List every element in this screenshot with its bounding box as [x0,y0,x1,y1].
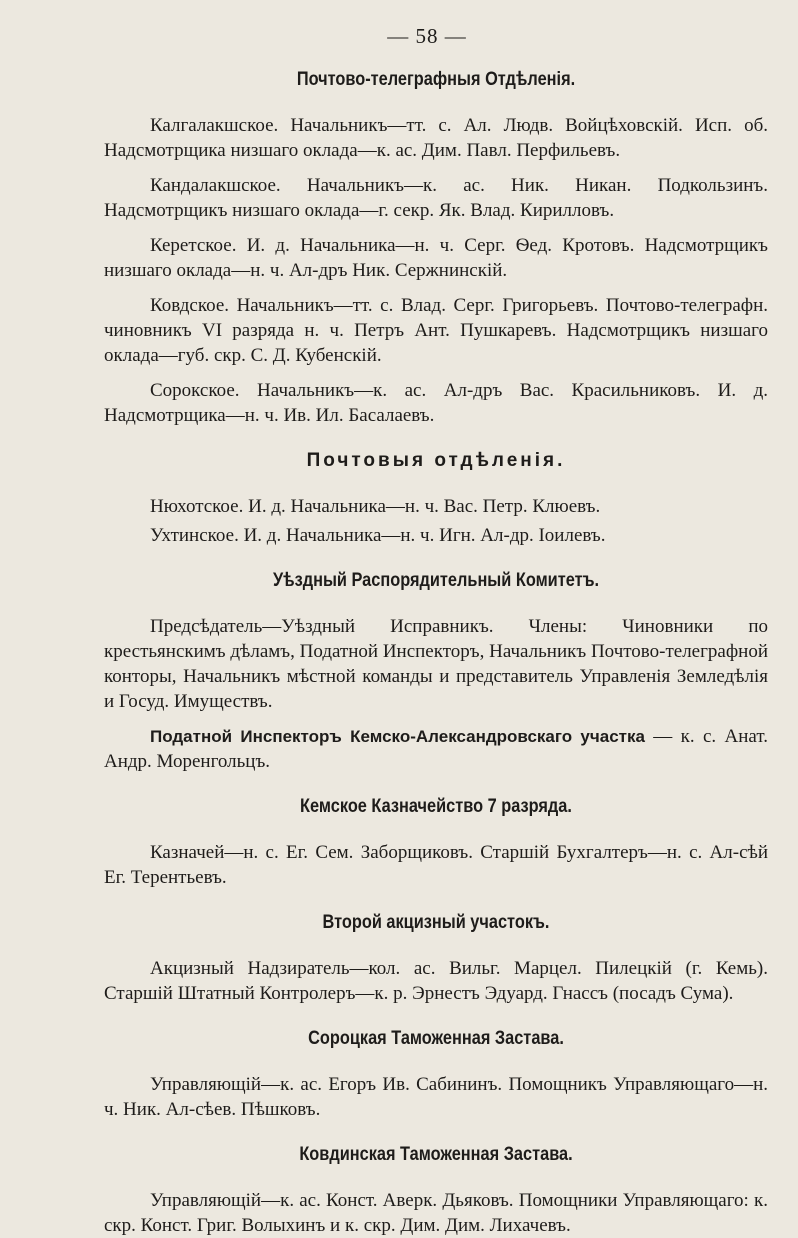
paragraph: Ковдское. Начальникъ—тт. с. Влад. Серг. Григорьевъ. Почтово-телеграфн. чиновникъ VI разряда н. ч. Петръ Ант. Пушкаревъ. Надсмотрщикъ низшаго оклада—губ. скр. С. Д. Кубенскій. [104,295,768,366]
paragraph: Кандалакшское. Начальникъ—к. ас. Ник. Никан. Подкользинъ. Надсмотрщикъ низшаго оклада—г. секр. Як. Влад. Кирилловъ. [104,175,768,221]
paragraph: Сорокское. Начальникъ—к. ас. Ал-дръ Вас. Красильниковъ. И. д. Надсмотрщика—н. ч. Ив. Ил. Басалаевъ. [104,380,768,426]
paragraph: Калгалакшское. Начальникъ—тт. с. Ал. Людв. Войцѣховскій. Исп. об. Надсмотрщика низшаго оклада—к. ас. Дим. Павл. Перфильевъ. [104,115,768,161]
paragraph-text: — к. с. Анат. Андр. Моренгольцъ. [104,726,768,772]
page-number: — 58 — [387,24,467,48]
paragraph: Управляющій—к. ас. Егоръ Ив. Сабининъ. Помощникъ Управляющаго—н. ч. Ник. Ал-сѣев. Пѣшковъ. [104,1074,768,1120]
section-heading: Уѣздный Распорядительный Комитетъ. [272,570,600,591]
section-heading: Почтово-телеграфныя Отдѣленія. [296,69,576,90]
section-heading: Ковдинская Таможенная Застава. [299,1144,573,1165]
paragraph: Казначей—н. с. Ег. Сем. Заборщиковъ. Старшій Бухгалтеръ—н. с. Ал-сѣй Ег. Терентьевъ. [104,842,768,888]
paragraph: Керетское. И. д. Начальника—н. ч. Серг. Ѳед. Кротовъ. Надсмотрщикъ низшаго оклада—н. ч. Ал-дръ Ник. Сержнинскій. [104,235,768,281]
section-heading: Почтовыя отдѣленія. [306,450,566,471]
paragraph: Управляющій—к. ас. Конст. Аверк. Дьяковъ. Помощники Управляющаго: к. скр. Конст. Григ. Волыхинъ и к. скр. Дим. Дим. Лихачевъ. [104,1190,768,1236]
paragraph: Предсѣдатель—Уѣздный Исправникъ. Члены: Чиновники по крестьянскимъ дѣламъ, Податной Инспекторъ, Начальникъ Почтово-телеграфной конторы, Начальникъ мѣстной команды и представитель Управленія Земледѣлія и Госуд. Имуществъ. [104,616,768,712]
paragraph: Ухтинское. И. д. Начальника—н. ч. Игн. Ал-др. Іоилевъ. [150,525,606,546]
section-heading: Второй акцизный участокъ. [322,912,550,933]
section-heading: Сороцкая Таможенная Застава. [308,1028,564,1049]
bold-lead-text: Податной Инспекторъ Кемско-Александровскаго участка [150,727,645,746]
paragraph [104,724,768,774]
section-heading: Кемское Казначейство 7 разряда. [300,796,572,817]
paragraph: Акцизный Надзиратель—кол. ас. Вильг. Марцел. Пилецкій (г. Кемь). Старшій Штатный Контролеръ—к. р. Эрнестъ Эдуард. Гнассъ (посадъ Сума). [104,958,768,1004]
paragraph: Нюхотское. И. д. Начальника—н. ч. Вас. Петр. Клюевъ. [150,496,601,517]
